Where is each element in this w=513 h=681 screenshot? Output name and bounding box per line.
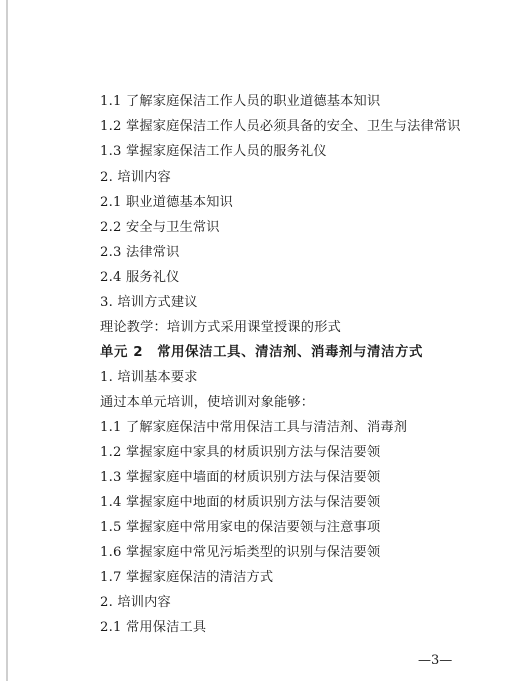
text-line-u2-1-4: 1.4 掌握家庭中地面的材质识别方法与保洁要领	[100, 495, 381, 510]
text-line-u2-1-7: 1.7 掌握家庭保洁的清洁方式	[100, 570, 274, 585]
text-line-2-4: 2.4 服务礼仪	[100, 270, 180, 285]
text-line-1-2: 1.2 掌握家庭保洁工作人员必须具备的安全、卫生与法律常识	[100, 119, 461, 134]
text-line-u2-1-1: 1.1 了解家庭保洁中常用保洁工具与清洁剂、消毒剂	[100, 420, 408, 435]
unit-2-heading: 单元 2 常用保洁工具、清洁剂、消毒剂与清洁方式	[100, 345, 423, 360]
text-line-u2-1-6: 1.6 掌握家庭中常见污垢类型的识别与保洁要领	[100, 545, 381, 560]
text-line-2-2: 2.2 安全与卫生常识	[100, 220, 220, 235]
text-line-2-1: 2.1 职业道德基本知识	[100, 195, 234, 210]
text-line-u2-1-3: 1.3 掌握家庭中墙面的材质识别方法与保洁要领	[100, 470, 381, 485]
text-line-intro: 通过本单元培训，使培训对象能够：	[100, 395, 315, 410]
text-line-u2-2-1: 2.1 常用保洁工具	[100, 620, 207, 635]
text-line-2-3: 2.3 法律常识	[100, 245, 180, 260]
text-line-1-3: 1.3 掌握家庭保洁工作人员的服务礼仪	[100, 144, 327, 159]
text-line-u2-1-5: 1.5 掌握家庭中常用家电的保洁要领与注意事项	[100, 520, 381, 535]
text-line-1-1: 1.1 了解家庭保洁工作人员的职业道德基本知识	[100, 94, 381, 109]
section-heading-u2-training-content: 2. 培训内容	[100, 595, 171, 610]
section-heading-training-content: 2. 培训内容	[100, 170, 171, 185]
section-heading-training-method: 3. 培训方式建议	[100, 295, 198, 310]
text-line-theory-teaching: 理论教学：培训方式采用课堂授课的形式	[100, 320, 341, 335]
section-heading-basic-requirements: 1. 培训基本要求	[100, 370, 198, 385]
text-line-u2-1-2: 1.2 掌握家庭中家具的材质识别方法与保洁要领	[100, 445, 381, 460]
page-number: —3—	[418, 653, 453, 668]
